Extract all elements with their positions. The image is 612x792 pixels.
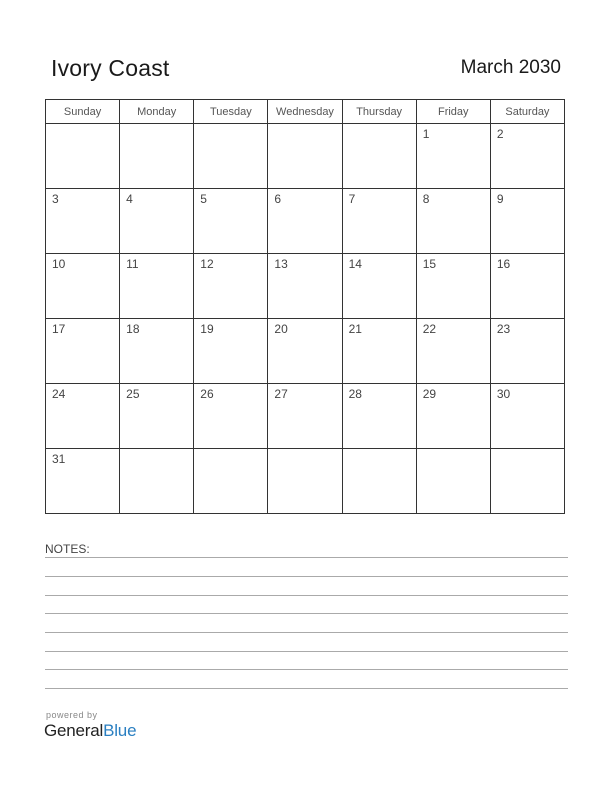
day-number: 30: [496, 387, 511, 401]
day-cell: [268, 124, 342, 189]
day-number: 18: [126, 322, 140, 336]
week-row: [46, 124, 565, 189]
weekday-header-row: [46, 100, 565, 124]
weekday-tuesday: Tuesday: [194, 100, 268, 124]
month-year-title: March 2030: [460, 57, 561, 78]
day-cell: [416, 319, 490, 384]
day-cell: [120, 449, 194, 514]
day-cell: [342, 254, 416, 319]
brand-blue: Blue: [103, 721, 137, 740]
day-number: 10: [52, 257, 66, 271]
day-number: [120, 124, 193, 127]
day-number: 15: [422, 257, 437, 271]
day-number: [268, 124, 341, 127]
day-cell: [120, 384, 194, 449]
day-cell: [46, 124, 120, 189]
week-row: [46, 449, 565, 514]
day-cell: [120, 319, 194, 384]
day-cell: [194, 319, 268, 384]
weekday-saturday: Saturday: [490, 100, 564, 124]
day-number: 11: [126, 257, 139, 271]
day-cell: [342, 189, 416, 254]
day-cell: [46, 254, 120, 319]
note-line: [45, 576, 568, 577]
day-number: [120, 449, 193, 452]
day-number: [268, 449, 341, 452]
day-cell: [268, 449, 342, 514]
day-number: 5: [200, 192, 207, 206]
day-cell: [268, 254, 342, 319]
day-number: 4: [126, 192, 133, 206]
day-number: 29: [422, 387, 437, 401]
weekday-wednesday: Wednesday: [268, 100, 342, 124]
day-cell: [416, 449, 490, 514]
day-number: 14: [348, 257, 362, 271]
day-number: 7: [348, 192, 356, 206]
weekday-thursday: Thursday: [342, 100, 416, 124]
day-cell: [46, 449, 120, 514]
day-cell: [194, 384, 268, 449]
day-cell: [490, 189, 564, 254]
brand-general: General: [44, 721, 104, 740]
note-line: [45, 557, 568, 558]
week-row: [46, 189, 565, 254]
day-cell: [490, 449, 564, 514]
day-number: [343, 124, 416, 127]
note-line: [45, 613, 568, 614]
day-number: 17: [52, 322, 66, 336]
country-title: Ivory Coast: [51, 55, 170, 81]
week-row: [46, 254, 565, 319]
day-cell: [490, 319, 564, 384]
day-cell: [342, 319, 416, 384]
day-number: 8: [422, 192, 430, 206]
day-cell: [120, 254, 194, 319]
day-cell: [342, 124, 416, 189]
day-number: [46, 124, 119, 127]
day-cell: [416, 189, 490, 254]
day-number: 27: [274, 387, 288, 401]
day-cell: [416, 124, 490, 189]
note-line: [45, 669, 568, 670]
notes-label: NOTES:: [45, 542, 90, 556]
day-number: 31: [52, 452, 66, 466]
day-number: 22: [422, 322, 437, 336]
day-number: 28: [348, 387, 362, 401]
day-number: 3: [52, 192, 59, 206]
day-number: 9: [496, 192, 504, 206]
day-cell: [194, 449, 268, 514]
day-number: [194, 124, 267, 127]
day-number: 19: [200, 322, 214, 336]
note-line: [45, 632, 568, 633]
day-cell: [268, 189, 342, 254]
day-number: [343, 449, 416, 452]
day-number: 26: [200, 387, 214, 401]
day-cell: [46, 189, 120, 254]
weekday-friday: Friday: [416, 100, 490, 124]
week-row: [46, 319, 565, 384]
day-number: 13: [274, 257, 288, 271]
note-line: [45, 595, 568, 596]
day-cell: [46, 319, 120, 384]
day-number: 20: [274, 322, 288, 336]
day-cell: [194, 124, 268, 189]
day-number: 24: [52, 387, 66, 401]
powered-by-text: powered by: [46, 710, 98, 720]
day-cell: [194, 254, 268, 319]
day-number: 12: [200, 257, 214, 271]
day-number: 6: [274, 192, 282, 206]
calendar-grid: [45, 99, 565, 514]
day-cell: [120, 124, 194, 189]
day-cell: [490, 384, 564, 449]
note-line: [45, 688, 568, 689]
day-cell: [268, 384, 342, 449]
day-number: 23: [496, 322, 511, 336]
day-cell: [342, 384, 416, 449]
day-cell: [194, 189, 268, 254]
day-cell: [268, 319, 342, 384]
weekday-monday: Monday: [120, 100, 194, 124]
day-cell: [416, 254, 490, 319]
day-number: [417, 449, 490, 452]
week-row: [46, 384, 565, 449]
day-number: [194, 449, 267, 452]
day-number: [491, 449, 564, 452]
day-cell: [120, 189, 194, 254]
day-number: 25: [126, 387, 140, 401]
day-number: 16: [496, 257, 511, 271]
brand-logo[interactable]: [44, 721, 136, 741]
weekday-sunday: Sunday: [46, 100, 120, 124]
note-line: [45, 651, 568, 652]
day-cell: [490, 254, 564, 319]
day-number: 1: [422, 127, 430, 141]
day-cell: [416, 384, 490, 449]
day-cell: [46, 384, 120, 449]
day-number: 21: [348, 322, 362, 336]
day-cell: [342, 449, 416, 514]
day-cell: [490, 124, 564, 189]
day-number: 2: [496, 127, 504, 141]
